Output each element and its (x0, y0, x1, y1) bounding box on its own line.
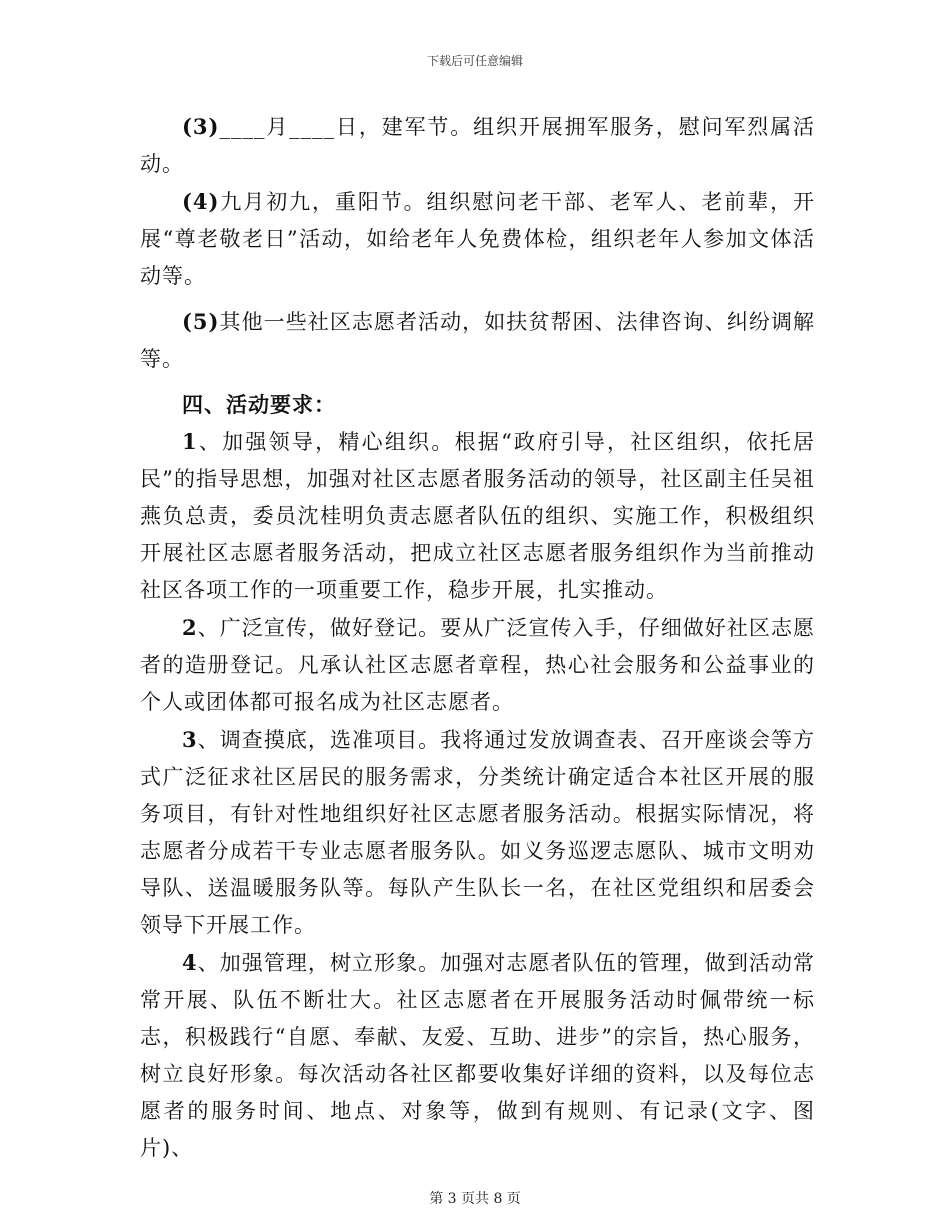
page-footer: 第 3 页共 8 页 (429, 1191, 521, 1207)
paragraph-item-3 (140, 108, 815, 183)
paragraph-lead: 1 (182, 429, 198, 454)
page-header: 下载后可任意编辑 (426, 54, 523, 68)
section-heading (140, 386, 815, 423)
paragraph-lead: (3) (182, 114, 220, 139)
paragraph-text: 、调查摸底，选准项目。我将通过发放调查表、召开座谈会等方式广泛征求社区居民的服务需求，分类统计确定适合本社区开展的服务项目，有针对性地组织好社区志愿者服务活动。根据实际情况，将志愿者分成若干专业志愿者服务队。如义务巡逻志愿队、城市文明劝导队、送温暖服务队等。每队产生队长一名，在社区党组织和居委会领导下开展工作。 (140, 728, 815, 937)
requirement-3 (140, 721, 815, 944)
paragraph-lead: 4 (182, 950, 198, 975)
paragraph-text: 、广泛宣传，做好登记。要从广泛宣传入手，仔细做好社区志愿者的造册登记。凡承认社区志愿者章程，热心社会服务和公益事业的个人或团体都可报名成为社区志愿者。 (140, 616, 815, 714)
paragraph-lead: 3 (182, 727, 198, 752)
paragraph-item-5 (140, 303, 815, 378)
requirement-2 (140, 609, 815, 721)
paragraph-text: 九月初九，重阳节。组织慰问老干部、老军人、老前辈，开展“尊老敬老日”活动，如给老年人免费体检，组织老年人参加文体活动等。 (140, 190, 815, 288)
document-body (140, 108, 815, 1167)
requirement-4 (140, 944, 815, 1167)
paragraph-text: 、加强管理，树立形象。加强对志愿者队伍的管理，做到活动常常开展、队伍不断壮大。社区志愿者在开展服务活动时佩带统一标志，积极践行“自愿、奉献、友爱、互助、进步”的宗旨，热心服务，树立良好形象。每次活动各社区都要收集好详细的资料，以及每位志愿者的服务时间、地点、对象等，做到有规则、有记录(文字、图片)、 (140, 951, 815, 1160)
paragraph-item-4 (140, 183, 815, 295)
paragraph-lead: 2 (182, 615, 198, 640)
paragraph-text: ____月____日，建军节。组织开展拥军服务，慰问军烈属活动。 (140, 115, 815, 176)
section-heading-text: 四、活动要求： (182, 392, 336, 417)
paragraph-text: 其他一些社区志愿者活动，如扶贫帮困、法律咨询、纠纷调解等。 (140, 310, 815, 371)
requirement-1 (140, 423, 815, 609)
paragraph-text: 、加强领导，精心组织。根据“政府引导，社区组织，依托居民”的指导思想，加强对社区志愿者服务活动的领导，社区副主任吴祖燕负总责，委员沈桂明负责志愿者队伍的组织、实施工作，积极组织开展社区志愿者服务活动，把成立社区志愿者服务组织作为当前推动社区各项工作的一项重要工作，稳步开展，扎实推动。 (140, 430, 815, 602)
paragraph-lead: (5) (182, 309, 220, 334)
paragraph-lead: (4) (182, 189, 220, 214)
